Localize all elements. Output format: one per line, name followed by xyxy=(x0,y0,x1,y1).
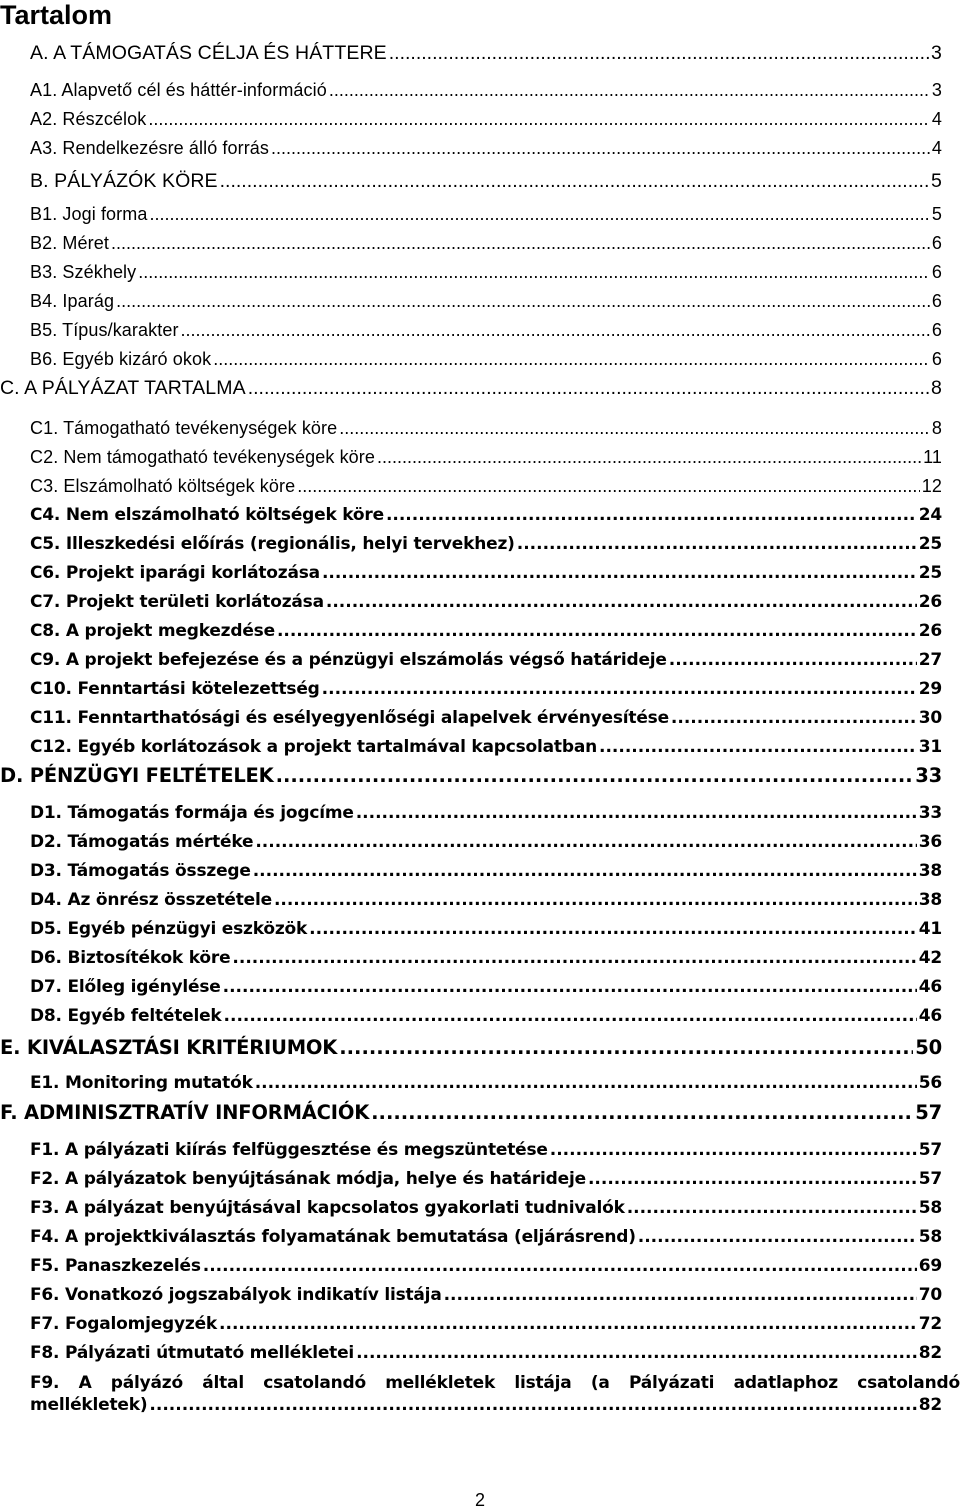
toc-entry[interactable] xyxy=(30,42,942,65)
toc-entry[interactable] xyxy=(30,1073,942,1093)
toc-entry-page: 56 xyxy=(918,1073,942,1093)
toc-entry[interactable] xyxy=(30,80,942,101)
toc-entry-label-line2: mellékletek) xyxy=(30,1395,148,1415)
dot-leader xyxy=(220,170,929,193)
toc-entry-page: 46 xyxy=(918,1006,942,1026)
toc-entry[interactable] xyxy=(30,109,942,130)
toc-entry[interactable] xyxy=(30,563,942,583)
toc-entry-label: F5. Panaszkezelés xyxy=(30,1256,201,1276)
dot-leader xyxy=(149,204,929,225)
toc-entry-page: 57 xyxy=(918,1140,942,1160)
toc-entry-label: B. PÁLYÁZÓK KÖRE xyxy=(30,170,218,192)
dot-leader xyxy=(669,650,917,670)
toc-entry-page: 29 xyxy=(918,679,942,699)
dot-leader xyxy=(322,563,917,583)
toc-entry-page: 57 xyxy=(918,1169,942,1189)
toc-entry-page: 72 xyxy=(918,1314,942,1334)
toc-entry-page: 46 xyxy=(918,977,942,997)
toc-entry-page: 6 xyxy=(931,233,942,253)
toc-entry-page: 42 xyxy=(918,948,942,968)
toc-entry-label: E. KIVÁLASZTÁSI KRITÉRIUMOK xyxy=(0,1036,338,1059)
toc-entry-word: Pályázati xyxy=(628,1373,715,1393)
toc-entry-label: D8. Egyéb feltételek xyxy=(30,1006,222,1026)
toc-entry[interactable] xyxy=(30,170,942,193)
dot-leader xyxy=(671,708,917,728)
toc-entry-label: A. A TÁMOGATÁS CÉLJA ÉS HÁTTERE xyxy=(30,42,387,64)
toc-entry-page: 6 xyxy=(931,262,942,282)
dot-leader xyxy=(219,1314,917,1334)
toc-entry[interactable] xyxy=(30,349,942,370)
toc-entry-label: D6. Biztosítékok köre xyxy=(30,948,231,968)
toc-entry-word: által xyxy=(202,1373,244,1393)
toc-entry-page: 6 xyxy=(931,291,942,311)
dot-leader xyxy=(550,1140,917,1160)
toc-entry-page: 82 xyxy=(918,1343,942,1363)
toc-entry[interactable] xyxy=(30,861,942,881)
dot-leader xyxy=(255,1073,917,1093)
toc-entry-label: F2. A pályázatok benyújtásának módja, helye és határideje xyxy=(30,1169,586,1189)
toc-entry-label: A1. Alapvető cél és háttér-információ xyxy=(30,80,327,100)
toc-entry-page: 33 xyxy=(918,803,942,823)
dot-leader xyxy=(149,1394,916,1416)
dot-leader xyxy=(444,1285,917,1305)
toc-entry-page: 58 xyxy=(918,1227,942,1247)
toc-entry-label: F. ADMINISZTRATÍV INFORMÁCIÓK xyxy=(0,1101,370,1124)
toc-entry[interactable] xyxy=(0,1036,942,1059)
toc-entry-label: C9. A projekt befejezése és a pénzügyi elszámolás végső határideje xyxy=(30,650,667,670)
toc-entry-label: C10. Fenntartási kötelezettség xyxy=(30,679,320,699)
toc-entry-label: C. A PÁLYÁZAT TARTALMA xyxy=(0,377,246,399)
toc-entry-page: 26 xyxy=(918,621,942,641)
dot-leader xyxy=(309,919,917,939)
dot-leader xyxy=(253,861,917,881)
toc-entry-page: 6 xyxy=(931,320,942,340)
dot-leader xyxy=(271,138,930,159)
toc-entry-page: 5 xyxy=(931,170,942,192)
toc-entry[interactable] xyxy=(30,1314,942,1334)
toc-entry-page: 70 xyxy=(918,1285,942,1305)
toc-entry-label: C5. Illeszkedési előírás (regionális, helyi tervekhez) xyxy=(30,534,515,554)
toc-entry[interactable] xyxy=(30,505,942,525)
toc-entry[interactable] xyxy=(0,1101,942,1124)
toc-entry-page: 38 xyxy=(918,861,942,881)
dot-leader xyxy=(274,890,917,910)
toc-entry-label: A3. Rendelkezésre álló forrás xyxy=(30,138,270,158)
dot-leader xyxy=(599,737,917,757)
toc-entry-page: 27 xyxy=(918,650,942,670)
toc-entry-label: B2. Méret xyxy=(30,233,109,253)
dot-leader xyxy=(116,291,930,312)
dot-leader xyxy=(371,1101,913,1124)
toc-entry[interactable] xyxy=(30,476,942,497)
toc-entry[interactable] xyxy=(30,621,942,641)
dot-leader xyxy=(326,592,917,612)
dot-leader xyxy=(339,418,930,439)
toc-entry-label: F4. A projektkiválasztás folyamatának bemutatása (eljárásrend) xyxy=(30,1227,636,1247)
toc-entry[interactable] xyxy=(30,592,942,612)
toc-entry[interactable] xyxy=(30,138,942,159)
dot-leader xyxy=(517,534,917,554)
toc-entry-label: B3. Székhely xyxy=(30,262,137,282)
toc-entry[interactable] xyxy=(30,977,942,997)
toc-entry-label: D7. Előleg igénylése xyxy=(30,977,221,997)
dot-leader xyxy=(111,233,930,254)
toc-entry[interactable] xyxy=(30,708,942,728)
toc-entry-label: B4. Iparág xyxy=(30,291,115,311)
dot-leader xyxy=(386,505,917,525)
toc-entry-page: 11 xyxy=(923,447,942,467)
dot-leader xyxy=(255,832,916,852)
toc-entry-page: 25 xyxy=(918,563,942,583)
toc-entry[interactable] xyxy=(30,1343,942,1363)
toc-entry-label: A2. Részcélok xyxy=(30,109,147,129)
dot-leader xyxy=(339,1036,913,1059)
toc-entry-label: D2. Támogatás mértéke xyxy=(30,832,254,852)
toc-entry-word: pályázó xyxy=(110,1373,183,1393)
toc-entry[interactable] xyxy=(30,1198,942,1218)
toc-entry-page: 4 xyxy=(931,138,942,158)
toc-entry[interactable] xyxy=(30,890,942,910)
toc-entry-word: F9. xyxy=(30,1373,60,1393)
toc-entry-label: B6. Egyéb kizáró okok xyxy=(30,349,212,369)
toc-entry-label: B1. Jogi forma xyxy=(30,204,148,224)
toc-entry-label: C12. Egyéb korlátozások a projekt tartalmával kapcsolatban xyxy=(30,737,598,757)
dot-leader xyxy=(138,262,930,283)
dot-leader xyxy=(329,80,930,101)
toc-entry[interactable] xyxy=(30,919,942,939)
toc-entry-word: (a xyxy=(590,1373,610,1393)
toc-entry-label: E1. Monitoring mutatók xyxy=(30,1073,253,1093)
toc-entry-page: 12 xyxy=(921,476,942,496)
toc-entry[interactable] xyxy=(30,418,942,439)
dot-leader xyxy=(277,621,917,641)
toc-entry-page: 57 xyxy=(915,1101,942,1124)
toc-entry-label: F3. A pályázat benyújtásával kapcsolatos gyakorlati tudnivalók xyxy=(30,1198,625,1218)
toc-entry-word: csatolandó xyxy=(857,1373,960,1393)
toc-entry-label: C1. Támogatható tevékenységek köre xyxy=(30,418,338,438)
toc-entry-word: adatlaphoz xyxy=(733,1373,838,1393)
toc-entry[interactable] xyxy=(30,1006,942,1026)
toc-entry-label: C7. Projekt területi korlátozása xyxy=(30,592,324,612)
dot-leader xyxy=(297,476,920,497)
dot-leader xyxy=(638,1227,917,1247)
toc-entry-label: B5. Típus/karakter xyxy=(30,320,179,340)
toc-entry-page: 24 xyxy=(918,505,942,525)
dot-leader xyxy=(148,109,930,130)
toc-entry-page: 3 xyxy=(931,42,942,64)
toc-entry-label: C8. A projekt megkezdése xyxy=(30,621,275,641)
toc-entry[interactable] xyxy=(30,262,942,283)
toc-entry-label: F6. Vonatkozó jogszabályok indikatív listája xyxy=(30,1285,442,1305)
toc-entry[interactable] xyxy=(30,534,942,554)
toc-entry-page: 50 xyxy=(915,1036,942,1059)
dot-leader xyxy=(356,1343,917,1363)
toc-entry[interactable] xyxy=(30,1256,942,1276)
toc-entry-label: C4. Nem elszámolható költségek köre xyxy=(30,505,384,525)
dot-leader xyxy=(389,42,929,65)
toc-entry[interactable] xyxy=(30,447,942,468)
dot-leader xyxy=(356,803,917,823)
toc-entry-word: csatolandó xyxy=(263,1373,366,1393)
toc-entry[interactable] xyxy=(0,377,942,400)
toc-entry-label: C6. Projekt iparági korlátozása xyxy=(30,563,320,583)
dot-leader xyxy=(223,977,917,997)
toc-entry[interactable] xyxy=(30,803,942,823)
toc-entry-page: 5 xyxy=(931,204,942,224)
dot-leader xyxy=(181,320,930,341)
toc-entry[interactable] xyxy=(30,948,942,968)
toc-entry[interactable] xyxy=(30,650,942,670)
toc-entry[interactable] xyxy=(30,1227,942,1247)
toc-entry[interactable] xyxy=(30,1285,942,1305)
toc-entry-label: C2. Nem támogatható tevékenységek köre xyxy=(30,447,375,467)
dot-leader xyxy=(213,349,930,370)
dot-leader xyxy=(588,1169,917,1189)
toc-entry[interactable] xyxy=(30,1169,942,1189)
toc-entry[interactable] xyxy=(30,320,942,341)
toc-entry-page: 33 xyxy=(915,764,942,787)
dot-leader xyxy=(203,1256,917,1276)
toc-entry-page: 58 xyxy=(918,1198,942,1218)
toc-entry-page: 36 xyxy=(918,832,942,852)
toc-entry-page: 82 xyxy=(918,1395,942,1415)
dot-leader xyxy=(627,1198,917,1218)
toc-entry[interactable] xyxy=(30,233,942,254)
dot-leader xyxy=(276,764,914,787)
toc-entry-page: 25 xyxy=(918,534,942,554)
toc-entry[interactable] xyxy=(30,291,942,312)
toc-entry-page: 69 xyxy=(918,1256,942,1276)
toc-entry-word: listája xyxy=(514,1373,572,1393)
toc-entry-page: 30 xyxy=(918,708,942,728)
toc-entry-label: F8. Pályázati útmutató mellékletei xyxy=(30,1343,355,1363)
toc-entry[interactable] xyxy=(30,737,942,757)
dot-leader xyxy=(232,948,916,968)
toc-entry-page: 8 xyxy=(931,418,942,438)
toc-entry-page: 3 xyxy=(931,80,942,100)
toc-entry[interactable] xyxy=(0,764,942,787)
toc-entry-label: D1. Támogatás formája és jogcíme xyxy=(30,803,354,823)
toc-entry-label: F1. A pályázati kiírás felfüggesztése és megszüntetése xyxy=(30,1140,548,1160)
toc-entry-page: 38 xyxy=(918,890,942,910)
toc-entry[interactable] xyxy=(30,832,942,852)
toc-entry-page: 6 xyxy=(931,349,942,369)
toc-entry[interactable] xyxy=(30,204,942,225)
toc-entry-page: 8 xyxy=(931,377,942,399)
toc-entry-label: D4. Az önrész összetétele xyxy=(30,890,272,910)
toc-entry-page: 26 xyxy=(918,592,942,612)
toc-entry-word: mellékletek xyxy=(385,1373,496,1393)
toc-entry-label-line1 xyxy=(30,1372,960,1394)
toc-entry-page: 4 xyxy=(931,109,942,129)
dot-leader xyxy=(322,679,917,699)
toc-entry-page: 41 xyxy=(918,919,942,939)
toc-entry-label: C3. Elszámolható költségek köre xyxy=(30,476,296,496)
toc-entry-page: 31 xyxy=(918,737,942,757)
toc-entry-word: A xyxy=(78,1373,92,1393)
toc-entry-label: F7. Fogalomjegyzék xyxy=(30,1314,218,1334)
toc-entry-label: C11. Fenntarthatósági és esélyegyenlőségi alapelvek érvényesítése xyxy=(30,708,669,728)
page-title: Tartalom xyxy=(0,0,113,30)
dot-leader xyxy=(377,447,921,468)
dot-leader xyxy=(248,377,929,400)
toc-entry-label: D3. Támogatás összege xyxy=(30,861,251,881)
toc-entry-f9[interactable] xyxy=(30,1372,960,1416)
toc-entry[interactable] xyxy=(30,679,942,699)
dot-leader xyxy=(224,1006,917,1026)
page-number: 2 xyxy=(474,1490,485,1510)
toc-entry[interactable] xyxy=(30,1140,942,1160)
toc-entry-label: D. PÉNZÜGYI FELTÉTELEK xyxy=(0,764,274,787)
toc-entry-label: D5. Egyéb pénzügyi eszközök xyxy=(30,919,308,939)
